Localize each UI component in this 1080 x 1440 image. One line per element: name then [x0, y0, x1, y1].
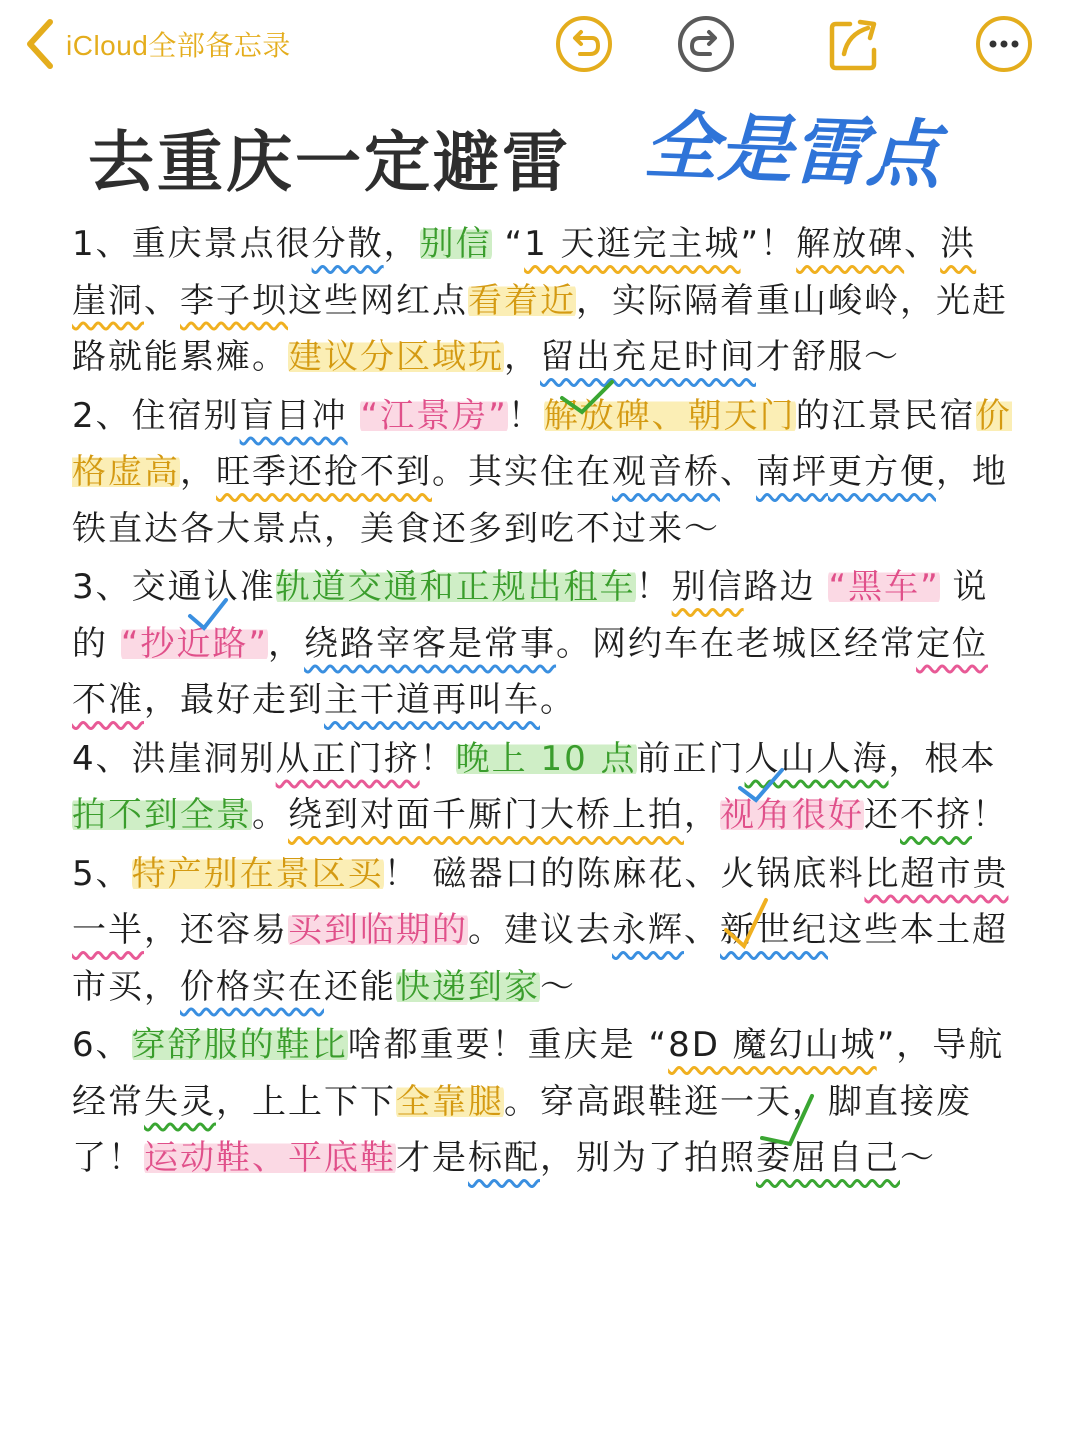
- text-run: “: [491, 224, 525, 264]
- highlighted-text: 标配: [468, 1138, 540, 1178]
- highlighted-text: 定位不准: [72, 623, 989, 720]
- highlighted-text: 价格实在: [180, 966, 324, 1007]
- highlighted-text: 绕路宰客是常事: [304, 623, 557, 664]
- highlighted-text: 新世纪: [720, 910, 828, 950]
- text-run: ，地铁直达各大景点，美食还多到吃不过来～: [72, 452, 1008, 549]
- highlighted-text: 特产别在景区买: [131, 853, 384, 894]
- text-run: 这些网红点: [288, 280, 468, 321]
- redo-icon: [676, 14, 736, 74]
- text-run: 。: [540, 680, 576, 720]
- text-run: ～: [900, 1138, 936, 1178]
- share-icon: [824, 14, 884, 74]
- note-body[interactable]: [72, 216, 1012, 1189]
- text-run: 、: [684, 910, 720, 950]
- highlighted-text: 别信: [419, 224, 492, 264]
- note-paragraph-3: [72, 559, 1012, 729]
- highlighted-text: 建议分区域玩: [288, 337, 504, 377]
- text-run: 。穿高跟鞋逛一天，脚直接废了！: [72, 1081, 972, 1178]
- text-run: ！: [635, 567, 672, 607]
- highlighted-text: 轨道交通和正规出租车: [275, 567, 636, 607]
- highlighted-text: 别信: [671, 567, 744, 607]
- note-title-area: [0, 95, 1080, 205]
- text-run: ！: [419, 738, 456, 779]
- highlighted-text: 8D 魔幻山城: [668, 1025, 877, 1065]
- highlighted-text: 比超市贵一半: [72, 853, 1009, 950]
- highlighted-text: 李子坝: [180, 280, 288, 321]
- undo-button[interactable]: [554, 14, 614, 74]
- text-run: ！ 磁器口的陈麻花、火锅底料: [383, 853, 865, 894]
- text-run: 才是: [396, 1138, 468, 1178]
- note-paragraph-2: [72, 388, 1012, 558]
- text-run: ，实际隔着重山峻岭，光赶路就能累瘫。: [72, 280, 1008, 377]
- text-run: 5、: [72, 853, 132, 894]
- text-run: ，: [504, 337, 540, 377]
- text-run: 啥都重要！重庆是 “: [347, 1025, 669, 1065]
- text-run: ，: [383, 224, 420, 264]
- highlighted-text: “江景房”: [360, 395, 508, 436]
- text-run: 还: [864, 795, 900, 835]
- text-run: 、: [144, 280, 180, 321]
- text-run: ，还容易: [144, 910, 288, 950]
- text-run: 路边: [743, 567, 829, 607]
- note-paragraph-4: [72, 731, 1012, 844]
- text-run: 前正门: [636, 738, 745, 779]
- highlighted-text: 南坪: [756, 452, 828, 492]
- text-run: ，别为了拍照: [540, 1138, 756, 1178]
- highlighted-text: 解放碑: [796, 224, 905, 264]
- redo-button[interactable]: [676, 14, 736, 74]
- text-run: 、: [720, 452, 756, 492]
- text-run: 还能: [324, 966, 396, 1007]
- highlighted-text: 1 天逛完主城: [524, 224, 741, 264]
- highlighted-text: 运动鞋、平底鞋: [144, 1138, 396, 1178]
- highlighted-text: 更方便: [828, 452, 936, 492]
- highlighted-text: 快递到家: [396, 966, 540, 1007]
- text-run: ，: [180, 452, 216, 492]
- text-run: 。其实住在: [432, 452, 612, 492]
- handwritten-title: [640, 95, 1010, 205]
- highlighted-text: 永辉: [612, 910, 684, 950]
- highlighted-text: 买到临期的: [288, 910, 468, 950]
- text-run: 的江景民宿: [795, 395, 976, 436]
- highlighted-text: 委屈自己: [756, 1138, 900, 1178]
- highlighted-text: 旺季还抢不到: [216, 452, 432, 492]
- text-run: 。建议去: [468, 910, 612, 950]
- text-run: ，根本: [888, 738, 997, 779]
- share-button[interactable]: [824, 14, 884, 74]
- text-run: 2、住宿别: [72, 395, 240, 436]
- text-run: ”！: [740, 224, 797, 264]
- highlighted-text: 穿舒服的鞋比: [131, 1025, 348, 1065]
- text-run: 。: [252, 795, 288, 835]
- toolbar: [0, 0, 1080, 90]
- note-paragraph-1: [72, 216, 1012, 386]
- text-run: 才舒服～: [756, 337, 900, 377]
- highlighted-text: 失灵: [144, 1081, 216, 1122]
- text-run: ，上上下下: [216, 1081, 396, 1122]
- text-run: 。网约车在老城区经常: [556, 623, 917, 664]
- back-label: iCloud全部备忘录: [66, 30, 291, 61]
- highlighted-text: 全靠腿: [396, 1081, 504, 1122]
- highlighted-text: “黑车”: [828, 567, 940, 607]
- highlighted-text: 看着近: [468, 280, 576, 321]
- highlighted-text: 视角很好: [720, 795, 864, 835]
- highlighted-text: 绕到对面千厮门大桥上拍: [288, 795, 684, 835]
- text-run: 这些本土超市买，: [72, 910, 1008, 1007]
- text-run: 、: [904, 224, 941, 264]
- highlighted-text: 拍不到全景: [72, 795, 252, 835]
- page-title: 去重庆一定避雷: [88, 124, 571, 201]
- more-button[interactable]: [974, 14, 1034, 74]
- highlighted-text: “抄近路”: [120, 623, 269, 664]
- handwritten-title-text: 全是雷点: [642, 102, 942, 200]
- text-run: ，: [684, 795, 720, 835]
- highlighted-text: 不挤: [900, 795, 972, 835]
- text-run: ”，导航经常: [72, 1025, 1005, 1122]
- text-run: ，最好走到: [144, 680, 324, 720]
- highlighted-text: 留出充足时间: [540, 337, 756, 377]
- note-paragraph-6: [72, 1017, 1012, 1187]
- highlighted-text: 解放碑、朝天门: [543, 395, 796, 436]
- highlighted-text: 观音桥: [612, 452, 720, 492]
- text-run: ！: [972, 795, 1008, 835]
- text-run: 3、交通认准: [72, 567, 276, 607]
- highlighted-text: 分散: [311, 224, 384, 264]
- highlighted-text: 盲目冲: [239, 395, 348, 436]
- highlighted-text: 价格虚高: [72, 395, 1012, 492]
- highlighted-text: 晚上 10 点: [455, 738, 637, 779]
- text-run: 说的: [72, 567, 989, 664]
- undo-icon: [554, 14, 614, 74]
- text-run: ，: [268, 623, 305, 664]
- note-paragraph-5: [72, 846, 1012, 1016]
- text-run: ！: [507, 395, 544, 436]
- text-run: 6、: [72, 1025, 132, 1065]
- highlighted-text: 主干道再叫车: [324, 680, 540, 720]
- text-run: 1、重庆景点很: [72, 224, 312, 264]
- highlighted-text: 洪崖洞: [72, 224, 977, 321]
- highlighted-text: 从正门挤: [275, 738, 420, 779]
- text-run: 4、洪崖洞别: [72, 738, 276, 779]
- text-run: ～: [540, 966, 576, 1007]
- highlighted-text: 人山人海: [744, 738, 889, 779]
- text-run: [348, 396, 361, 436]
- chevron-left-icon: [22, 18, 58, 70]
- back-button[interactable]: [22, 18, 291, 70]
- more-icon: [974, 14, 1034, 74]
